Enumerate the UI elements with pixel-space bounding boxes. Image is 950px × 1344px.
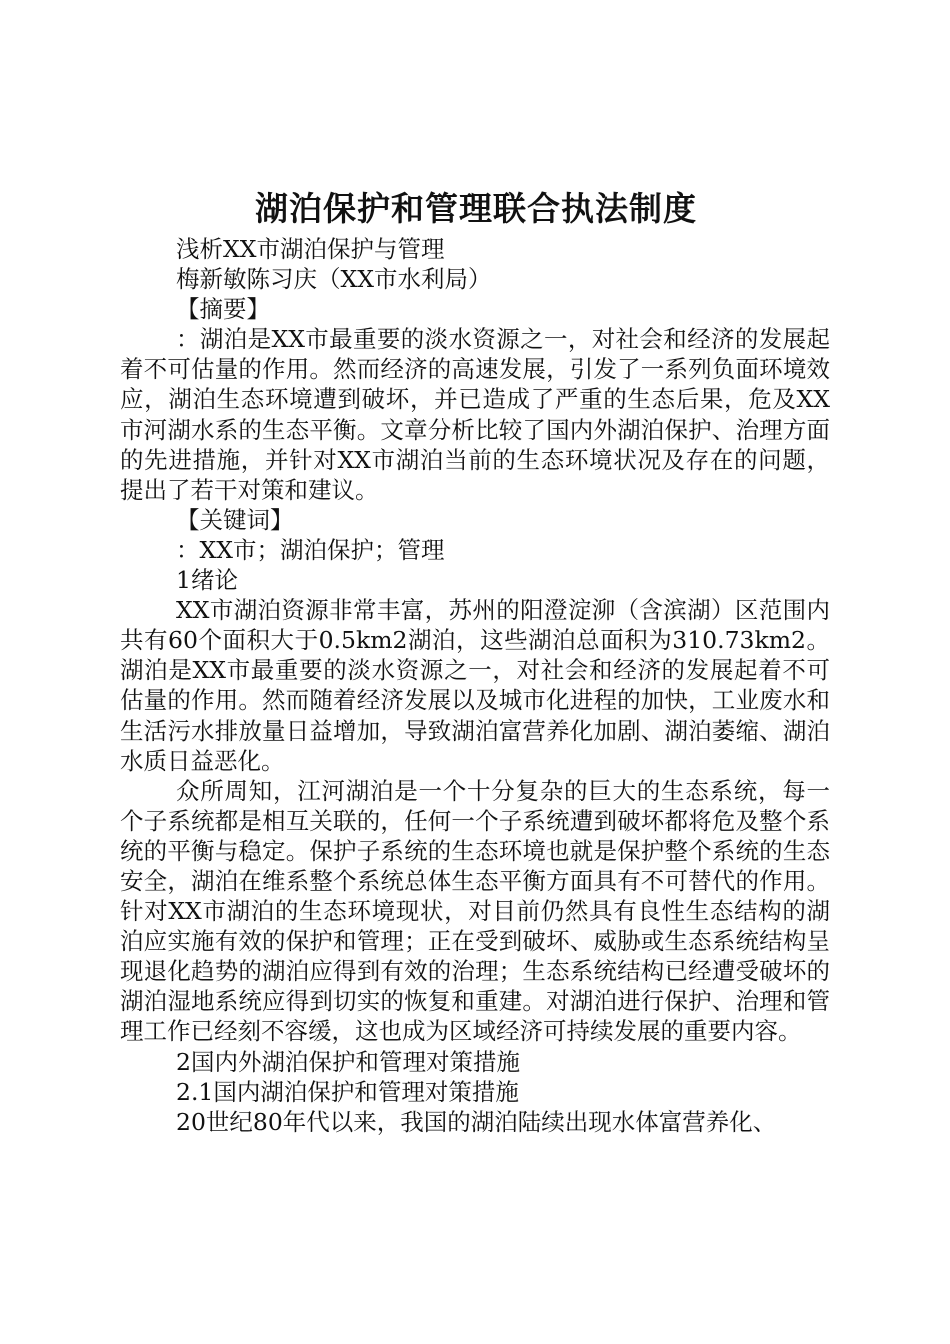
section2-1-heading: 2.1国内湖泊保护和管理对策措施: [176, 1077, 519, 1106]
subtitle: 浅析XX市湖泊保护与管理: [176, 235, 445, 263]
abstract-text: ：湖泊是XX市最重要的淡水资源之一，对社会和经济的发展起着不可估量的作用。然而经济的高速发展，引发了一系列负面环境效应，湖泊生态环境遭到破坏，并已造成了严重的生态后果，危及XX市河湖水系的生态平衡。文章分析比较了国内外湖泊保护、治理方面的先进措施，并针对XX市湖泊当前的生态环境状况及存在的问题，提出了若干对策和建议。: [120, 325, 830, 504]
document-title: 湖泊保护和管理联合执法制度: [255, 189, 697, 228]
keywords-text: ：XX市；湖泊保护；管理: [176, 535, 445, 564]
authors: 梅新敏陈习庆（XX市水利局）: [176, 265, 492, 294]
section2-1-paragraph-1: 20世纪80年代以来，我国的湖泊陆续出现水体富营养化、: [176, 1107, 777, 1136]
keywords-heading: 【关键词】: [176, 505, 294, 534]
section1-heading: 1绪论: [176, 566, 238, 595]
section2-heading: 2国内外湖泊保护和管理对策措施: [176, 1047, 520, 1076]
section1-paragraph-1: XX市湖泊资源非常丰富，苏州的阳澄淀泖（含滨湖）区范围内共有60个面积大于0.5km2湖泊，这些湖泊总面积为310.73km2。湖泊是XX市最重要的淡水资源之一，对社会和经济的发展起着不可估量的作用。然而随着经济发展以及城市化进程的加快，工业废水和生活污水排放量日益增加，导致湖泊富营养化加剧、湖泊萎缩、湖泊水质日益恶化。: [120, 596, 830, 775]
abstract-heading: 【摘要】: [176, 295, 270, 324]
section1-paragraph-2: 众所周知，江河湖泊是一个十分复杂的巨大的生态系统，每一个子系统都是相互关联的，任何一个子系统遭到破坏都将危及整个系统的平衡与稳定。保护子系统的生态环境也就是保护整个系统的生态安全，湖泊在维系整个系统总体生态平衡方面具有不可替代的作用。针对XX市湖泊的生态环境现状，对目前仍然具有良性生态结构的湖泊应实施有效的保护和管理；正在受到破坏、威胁或生态系统结构呈现退化趋势的湖泊应得到有效的治理；生态系统结构已经遭受破坏的湖泊湿地系统应得到切实的恢复和重建。对湖泊进行保护、治理和管理工作已经刻不容缓，这也成为区域经济可持续发展的重要内容。: [120, 776, 830, 1046]
document-body: [120, 234, 830, 1137]
